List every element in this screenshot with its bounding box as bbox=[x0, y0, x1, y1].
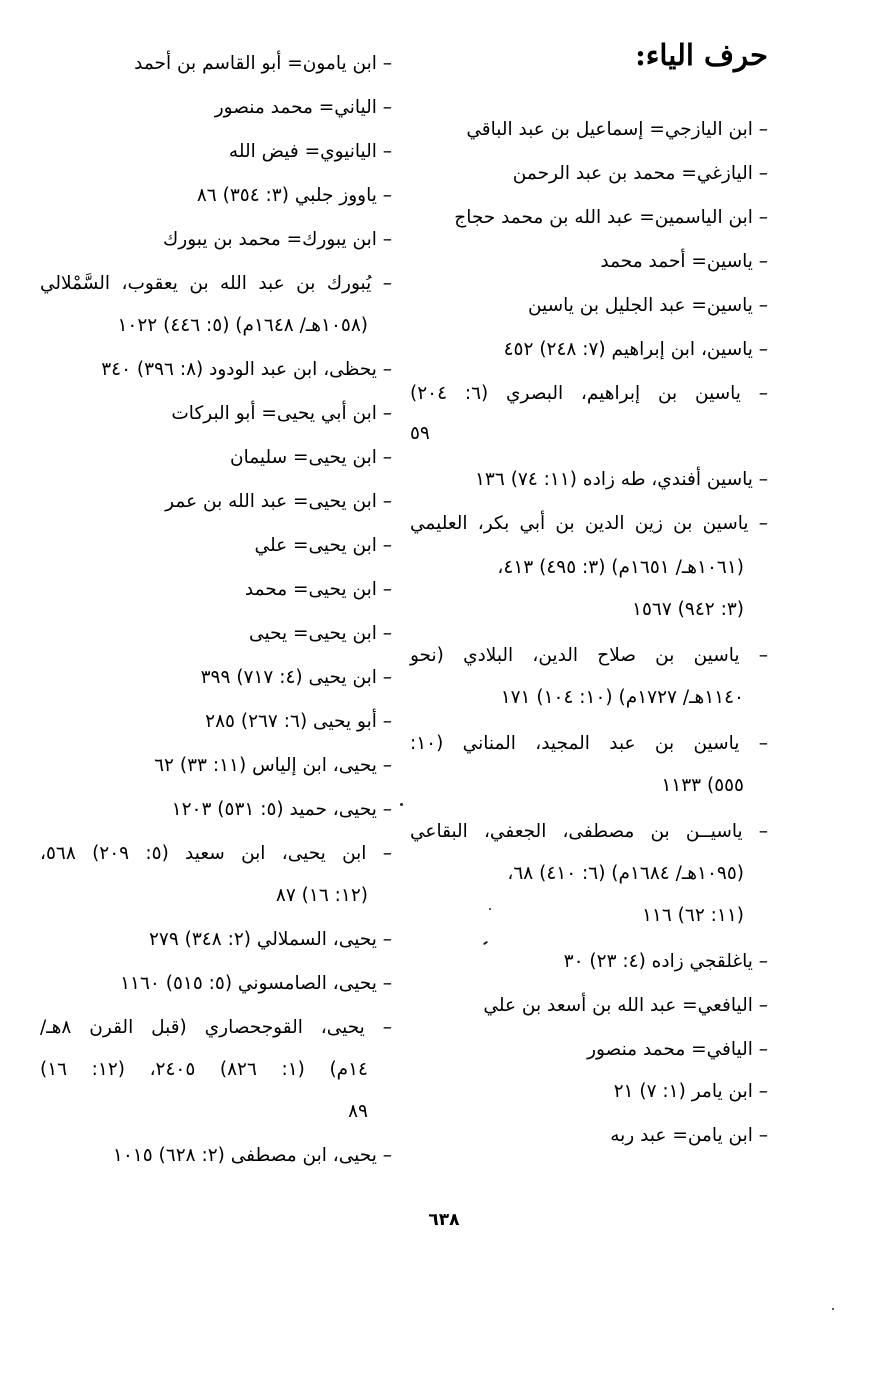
index-entry-continuation: ٨٩ bbox=[348, 1101, 368, 1122]
index-entry-continuation: (١٢: ١٦) ٨٧ bbox=[275, 885, 368, 906]
index-entry: – ياسين بن عبد المجيد، المناني (١٠: bbox=[410, 733, 768, 754]
index-entry: – يحظى، ابن عبد الودود (٨: ٣٩٦) ٣٤٠ bbox=[101, 359, 392, 380]
index-entry: – ابن يحيى (٤: ٧١٧) ٣٩٩ bbox=[200, 667, 392, 688]
index-entry: – يحيى، حميد (٥: ٥٣١) ١٢٠٣ bbox=[171, 799, 392, 820]
index-entry: – يحيى، ابن مصطفى (٢: ٦٢٨) ١٠١٥ bbox=[112, 1145, 392, 1166]
index-entry: – ياووز جلبي (٣: ٣٥٤) ٨٦ bbox=[196, 185, 392, 206]
index-entry: – الياني= محمد منصور bbox=[214, 97, 392, 118]
index-entry: – ابن الياسمين= عبد الله بن محمد حجاج bbox=[454, 207, 768, 228]
scan-speck bbox=[483, 941, 488, 946]
index-entry: – يحيى، الصامسوني (٥: ٥١٥) ١١٦٠ bbox=[120, 973, 392, 994]
index-entry: – ابن يحيى= علي bbox=[254, 535, 392, 556]
index-entry: – يُبورك بن عبد الله بن يعقوب، السَّمْلالي bbox=[40, 273, 392, 294]
index-entry: – ياسين بن زين الدين بن أبي بكر، العليمي bbox=[410, 513, 768, 534]
index-entry: – اليافعي= عبد الله بن أسعد بن علي bbox=[483, 995, 768, 1016]
index-entry: – ياسين= أحمد محمد bbox=[600, 251, 768, 272]
index-entry: – اليازغي= محمد بن عبد الرحمن bbox=[512, 163, 768, 184]
index-entry: – اليافي= محمد منصور bbox=[587, 1039, 768, 1060]
index-entry: – ابن أبي يحيى= أبو البركات bbox=[171, 403, 392, 424]
index-entry: – ياسيــن بن مصطفى، الجعفي، البقاعي bbox=[410, 821, 768, 842]
scan-speck bbox=[400, 803, 403, 806]
index-entry: – ابن يحيى، ابن سعيد (٥: ٢٠٩) ٥٦٨، bbox=[40, 843, 392, 864]
index-entry: – ابن يبورك= محمد بن يبورك bbox=[163, 229, 392, 250]
index-entry: – ياسين= عبد الجليل بن ياسين bbox=[527, 295, 768, 316]
index-entry: – ابن يامون= أبو القاسم بن أحمد bbox=[134, 53, 392, 74]
index-entry-continuation: ١٤م) (١: ٨٢٦) ٢٤٠٥، (١٢: ١٦) bbox=[40, 1059, 368, 1080]
index-entry: – ابن يحيى= سليمان bbox=[230, 447, 392, 468]
index-entry: – ياسين بن صلاح الدين، البلادي (نحو bbox=[410, 645, 768, 666]
index-entry: – ياغلقجي زاده (٤: ٢٣) ٣٠ bbox=[563, 951, 768, 972]
index-entry: – ابن اليازجي= إسماعيل بن عبد الباقي bbox=[466, 119, 768, 140]
index-entry: – يحيى، ابن إلياس (١١: ٣٣) ٦٢ bbox=[154, 755, 392, 776]
index-entry-continuation: (١٠٩٥هـ/ ١٦٨٤م) (٦: ٤١٠) ٦٨، bbox=[507, 863, 744, 884]
page-number: ٦٣٨ bbox=[428, 1210, 460, 1230]
section-heading: حرف الياء: bbox=[635, 38, 768, 72]
index-entry: – اليانيوي= فيض الله bbox=[228, 141, 392, 162]
index-entry: – ابن يحيى= يحيى bbox=[249, 623, 392, 644]
scan-speck bbox=[832, 1308, 834, 1310]
index-entry: – ياسين، ابن إبراهيم (٧: ٢٤٨) ٤٥٢ bbox=[503, 339, 768, 360]
index-entry-continuation: ١١٤٠هـ/ ١٧٢٧م) (١٠: ١٠٤) ١٧١ bbox=[500, 687, 744, 708]
index-entry-continuation: (١١: ٦٢) ١١٦ bbox=[641, 905, 744, 926]
index-entry-continuation: (١٠٦١هـ/ ١٦٥١م) (٣: ٤٩٥) ٤١٣، bbox=[497, 557, 744, 578]
index-entry: – ياسين بن إبراهيم، البصري (٦: ٢٠٤) bbox=[410, 383, 768, 404]
index-entry-continuation: ٥٩ bbox=[410, 423, 430, 444]
index-entry: – يحيى، القوجحصاري (قبل القرن ٨هـ/ bbox=[40, 1017, 392, 1038]
index-entry: – ابن يحيى= محمد bbox=[244, 579, 392, 600]
index-entry: – أبو يحيى (٦: ٢٦٧) ٢٨٥ bbox=[205, 711, 392, 732]
index-entry-continuation: ٥٥٥) ١١٣٣ bbox=[661, 775, 744, 796]
index-entry: – يحيى، السملالي (٢: ٣٤٨) ٢٧٩ bbox=[148, 929, 392, 950]
index-entry-continuation: (٣: ٩٤٢) ١٥٦٧ bbox=[632, 599, 744, 620]
index-entry: – ابن يحيى= عبد الله بن عمر bbox=[165, 491, 392, 512]
index-entry: – ابن يامن= عبد ربه bbox=[610, 1125, 768, 1146]
scan-speck bbox=[489, 908, 491, 910]
index-entry-continuation: (١٠٥٨هـ/ ١٦٤٨م) (٥: ٤٤٦) ١٠٢٢ bbox=[117, 315, 368, 336]
index-entry: – ياسين أفندي، طه زاده (١١: ٧٤) ١٣٦ bbox=[475, 469, 768, 490]
index-entry: – ابن يامر (١: ٧) ٢١ bbox=[613, 1081, 768, 1102]
